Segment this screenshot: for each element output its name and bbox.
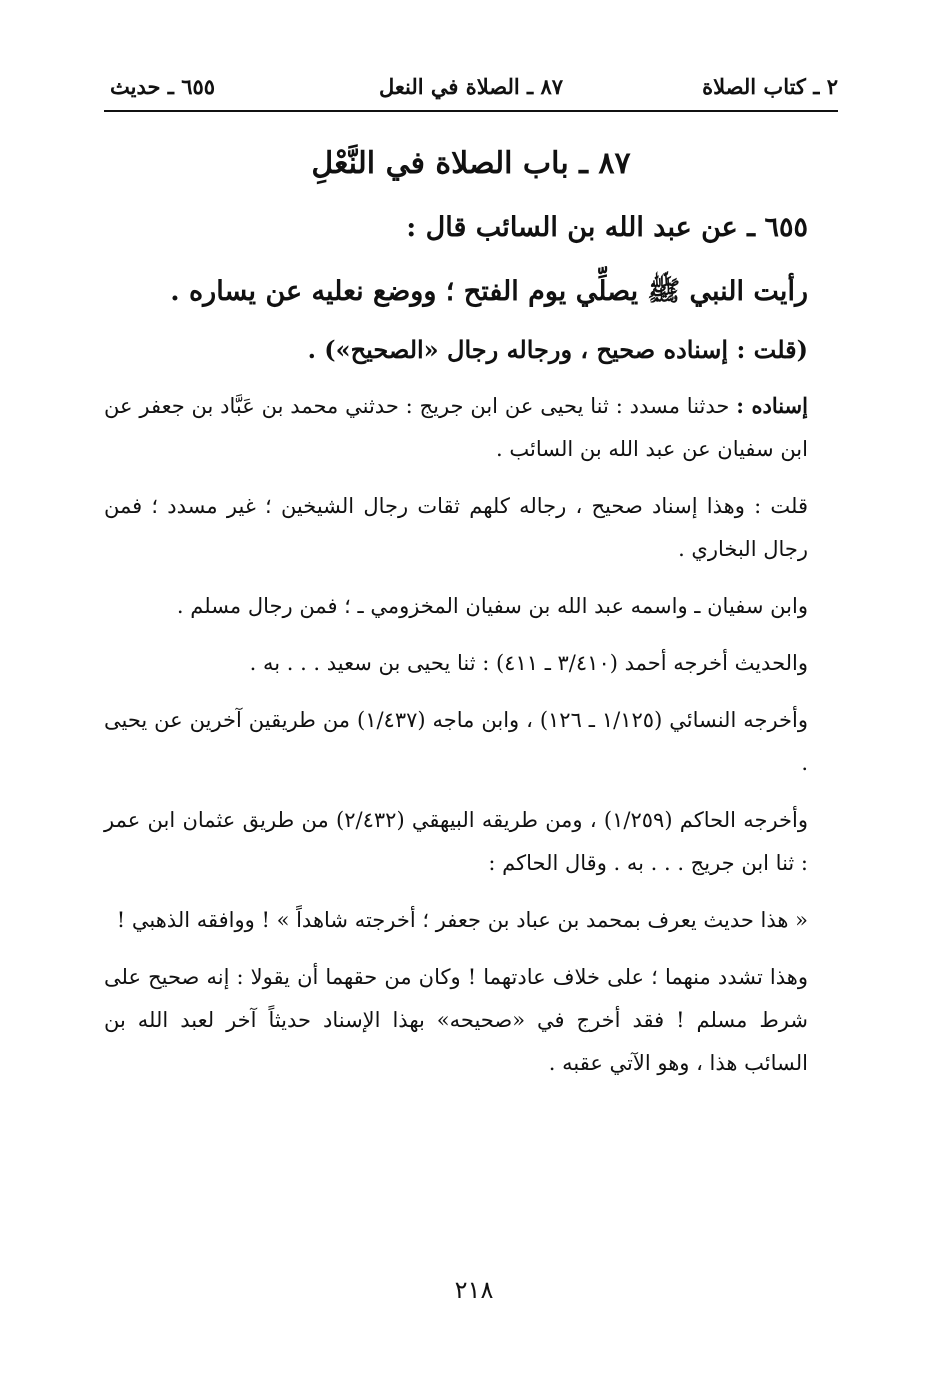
hadith-text: رأيت النبي ﷺ يصلِّي يوم الفتح ؛ ووضع نعليه عن يساره . bbox=[170, 276, 808, 307]
document-page bbox=[104, 66, 838, 1085]
paragraph: « هذا حديث يعرف بمحمد بن عباد بن جعفر ؛ أخرجته شاهداً » ! ووافقه الذهبي ! bbox=[116, 908, 808, 932]
paragraph: والحديث أخرجه أحمد (٣/٤١٠ ـ ٤١١) : ثنا يحيى بن سعيد . . . به . bbox=[249, 651, 808, 675]
paragraph: وهذا تشدد منهما ؛ على خلاف عادتهما ! وكان من حقهما أن يقولا : إنه صحيح على شرط مسلم ! فقد أخرج في «صحيحه» بهذا الإسناد حديثاً آخر لعبد الله بن السائب هذا ، وهو الآتي عقبه . bbox=[104, 965, 808, 1075]
hadith-verdict: (قلت : إسناده صحيح ، ورجاله رجال «الصحيح») . bbox=[307, 335, 808, 364]
paragraph-text: حدثنا مسدد : ثنا يحيى عن ابن جريج : حدثني محمد بن عَبَّاد بن جعفر عن ابن سفيان عن عبد الله بن السائب . bbox=[104, 394, 808, 461]
page-number: ٢١٨ bbox=[454, 1276, 494, 1304]
paragraph: وابن سفيان ـ واسمه عبد الله بن سفيان المخزومي ـ ؛ فمن رجال مسلم . bbox=[176, 594, 808, 618]
paragraph: قلت : وهذا إسناد صحيح ، رجاله كلهم ثقات رجال الشيخين ؛ غير مسدد ؛ فمن رجال البخاري . bbox=[104, 494, 808, 561]
hadith-heading: ٦٥٥ ـ عن عبد الله بن السائب قال : bbox=[406, 212, 808, 243]
paragraph-isnad bbox=[104, 384, 838, 471]
running-header bbox=[104, 66, 838, 112]
paragraph: وأخرجه النسائي (١/١٢٥ ـ ١٢٦) ، وابن ماجه (١/٤٣٧) من طريقين آخرين عن يحيى . bbox=[104, 708, 808, 775]
header-chapter-title: ٨٧ ـ الصلاة في النعل bbox=[378, 74, 564, 99]
header-hadith-ref: ٦٥٥ ـ حديث bbox=[110, 74, 216, 99]
paragraph: وأخرجه الحاكم (١/٢٥٩) ، ومن طريقه البيهقي (٢/٤٣٢) من طريق عثمان ابن عمر : ثنا ابن جريج . . . به . وقال الحاكم : bbox=[104, 808, 809, 875]
chapter-title: ٨٧ ـ باب الصلاة في النَّعْلِ bbox=[311, 146, 631, 181]
header-book-title: ٢ ـ كتاب الصلاة bbox=[702, 74, 838, 99]
paragraph-lead: إسناده : bbox=[736, 393, 808, 418]
